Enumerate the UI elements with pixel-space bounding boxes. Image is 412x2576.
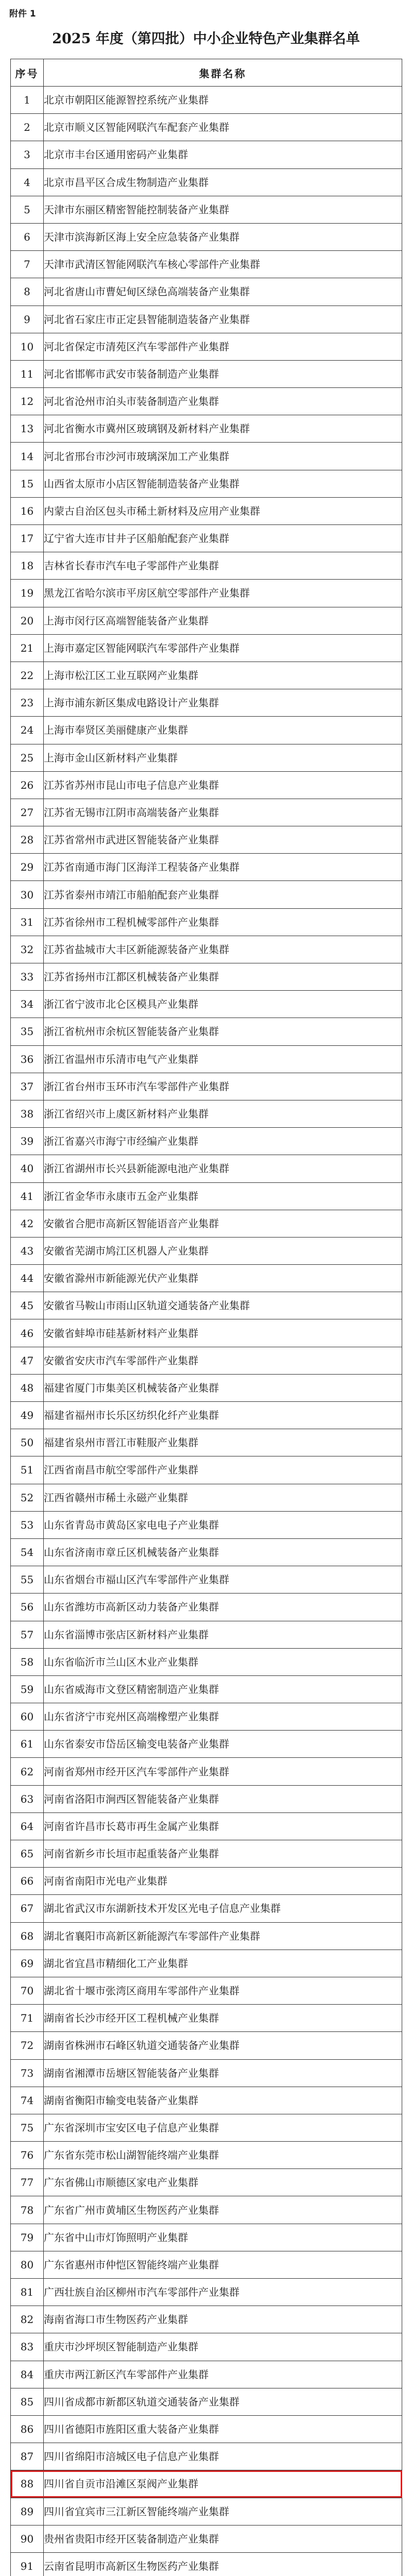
row-number: 18 xyxy=(11,552,44,580)
table-row xyxy=(11,87,402,114)
table-row xyxy=(11,1758,402,1785)
table-row xyxy=(11,1100,402,1127)
cluster-name: 广东省东莞市松山湖智能终端产业集群 xyxy=(44,2142,402,2169)
row-number: 5 xyxy=(11,196,44,223)
cluster-name: 河北省沧州市泊头市装备制造产业集群 xyxy=(44,388,402,415)
cluster-name: 安徽省滁州市新能源光伏产业集群 xyxy=(44,1265,402,1292)
row-number: 7 xyxy=(11,251,44,278)
table-row xyxy=(11,1977,402,2004)
cluster-name: 广东省佛山市顺德区家电产业集群 xyxy=(44,2169,402,2196)
cluster-name: 江苏省泰州市靖江市船舶配套产业集群 xyxy=(44,881,402,908)
table-row xyxy=(11,963,402,991)
row-number: 16 xyxy=(11,497,44,524)
row-number: 55 xyxy=(11,1566,44,1594)
cluster-name: 江西省南昌市航空零部件产业集群 xyxy=(44,1456,402,1484)
cluster-name: 四川省自贡市沿滩区泵阀产业集群 xyxy=(44,2470,402,2498)
row-number: 29 xyxy=(11,854,44,881)
cluster-name: 北京市丰台区通用密码产业集群 xyxy=(44,141,402,168)
cluster-name: 北京市顺义区智能网联汽车配套产业集群 xyxy=(44,114,402,141)
row-number: 66 xyxy=(11,1868,44,1895)
cluster-name: 山东省泰安市岱岳区输变电装备产业集群 xyxy=(44,1731,402,1758)
table-row xyxy=(11,2169,402,2196)
cluster-name: 福建省厦门市集美区机械装备产业集群 xyxy=(44,1374,402,1401)
table-row xyxy=(11,1675,402,1703)
table-row xyxy=(11,1840,402,1868)
table-body xyxy=(11,87,402,2576)
table-row xyxy=(11,1812,402,1840)
row-number: 59 xyxy=(11,1675,44,1703)
cluster-name: 上海市金山区新材料产业集群 xyxy=(44,744,402,771)
row-number: 43 xyxy=(11,1237,44,1264)
table-row xyxy=(11,1950,402,1977)
cluster-name: 四川省绵阳市涪城区电子信息产业集群 xyxy=(44,2443,402,2470)
cluster-name: 海南省海口市生物医药产业集群 xyxy=(44,2306,402,2333)
cluster-name: 河北省唐山市曹妃甸区绿色高端装备产业集群 xyxy=(44,278,402,306)
cluster-name: 湖北省襄阳市高新区新能源汽车零部件产业集群 xyxy=(44,1922,402,1950)
table-row xyxy=(11,2032,402,2059)
cluster-name: 云南省昆明市高新区生物医药产业集群 xyxy=(44,2552,402,2576)
row-number: 32 xyxy=(11,936,44,963)
cluster-name: 上海市嘉定区智能网联汽车零部件产业集群 xyxy=(44,634,402,662)
row-number: 14 xyxy=(11,443,44,470)
cluster-name: 四川省宜宾市三江新区智能终端产业集群 xyxy=(44,2498,402,2525)
row-number: 52 xyxy=(11,1484,44,1511)
cluster-name: 安徽省合肥市高新区智能语音产业集群 xyxy=(44,1210,402,1237)
table-row xyxy=(11,1347,402,1374)
table-row xyxy=(11,991,402,1018)
cluster-name: 湖北省武汉市东湖新技术开发区光电子信息产业集群 xyxy=(44,1895,402,1922)
table-row xyxy=(11,114,402,141)
table-row xyxy=(11,1538,402,1566)
row-number: 3 xyxy=(11,141,44,168)
cluster-name: 黑龙江省哈尔滨市平房区航空零部件产业集群 xyxy=(44,580,402,607)
table-row xyxy=(11,1785,402,1812)
cluster-name: 河北省石家庄市正定县智能制造装备产业集群 xyxy=(44,306,402,333)
row-number: 85 xyxy=(11,2388,44,2415)
row-number: 70 xyxy=(11,1977,44,2004)
table-row xyxy=(11,1210,402,1237)
row-number: 12 xyxy=(11,388,44,415)
cluster-name: 山东省潍坊市高新区动力装备产业集群 xyxy=(44,1594,402,1621)
table-row xyxy=(11,1868,402,1895)
document-title: 2025 年度（第四批）中小企业特色产业集群名单 xyxy=(52,31,360,47)
cluster-name: 湖南省衡阳市输变电装备产业集群 xyxy=(44,2087,402,2114)
column-header-cluster-name: 集群名称 xyxy=(44,59,402,87)
cluster-name: 天津市武清区智能网联汽车核心零部件产业集群 xyxy=(44,251,402,278)
row-number: 91 xyxy=(11,2552,44,2576)
cluster-name: 河南省新乡市长垣市起重装备产业集群 xyxy=(44,1840,402,1868)
row-number: 53 xyxy=(11,1511,44,1538)
cluster-name: 山东省烟台市福山区汽车零部件产业集群 xyxy=(44,1566,402,1594)
row-number: 36 xyxy=(11,1045,44,1073)
cluster-name: 浙江省杭州市余杭区智能装备产业集群 xyxy=(44,1018,402,1045)
table-row xyxy=(11,388,402,415)
row-number: 82 xyxy=(11,2306,44,2333)
row-number: 17 xyxy=(11,525,44,552)
row-number: 84 xyxy=(11,2361,44,2388)
row-number: 25 xyxy=(11,744,44,771)
table-row xyxy=(11,1073,402,1100)
row-number: 10 xyxy=(11,333,44,360)
table-row xyxy=(11,2114,402,2141)
row-number: 27 xyxy=(11,799,44,826)
row-number: 81 xyxy=(11,2279,44,2306)
cluster-name: 江苏省盐城市大丰区新能源装备产业集群 xyxy=(44,936,402,963)
row-number: 75 xyxy=(11,2114,44,2141)
cluster-name: 山东省临沂市兰山区木业产业集群 xyxy=(44,1648,402,1675)
table-row xyxy=(11,1456,402,1484)
table-row xyxy=(11,360,402,387)
cluster-name: 湖南省长沙市经开区工程机械产业集群 xyxy=(44,2005,402,2032)
cluster-list-table xyxy=(10,59,402,2576)
cluster-name: 重庆市两江新区汽车零部件产业集群 xyxy=(44,2361,402,2388)
table-row xyxy=(11,1731,402,1758)
table-row xyxy=(11,881,402,908)
row-number: 64 xyxy=(11,1812,44,1840)
cluster-name: 浙江省温州市乐清市电气产业集群 xyxy=(44,1045,402,1073)
row-number: 23 xyxy=(11,689,44,717)
cluster-name: 四川省德阳市旌阳区重大装备产业集群 xyxy=(44,2415,402,2443)
cluster-name: 江西省赣州市稀土永磁产业集群 xyxy=(44,1484,402,1511)
cluster-name: 浙江省金华市永康市五金产业集群 xyxy=(44,1182,402,1210)
cluster-name: 山东省济南市章丘区机械装备产业集群 xyxy=(44,1538,402,1566)
row-number: 62 xyxy=(11,1758,44,1785)
table-row xyxy=(11,1703,402,1731)
cluster-name: 浙江省嘉兴市海宁市经编产业集群 xyxy=(44,1128,402,1155)
row-number: 47 xyxy=(11,1347,44,1374)
row-number: 1 xyxy=(11,87,44,114)
cluster-name: 河南省郑州市经开区汽车零部件产业集群 xyxy=(44,1758,402,1785)
row-number: 88 xyxy=(11,2470,44,2498)
table-row xyxy=(11,2196,402,2224)
table-row xyxy=(11,580,402,607)
row-number: 80 xyxy=(11,2251,44,2278)
row-number: 37 xyxy=(11,1073,44,1100)
table-row xyxy=(11,1429,402,1456)
table-row xyxy=(11,278,402,306)
row-number: 83 xyxy=(11,2333,44,2361)
cluster-name: 湖南省株洲市石峰区轨道交通装备产业集群 xyxy=(44,2032,402,2059)
cluster-name: 山东省威海市文登区精密制造产业集群 xyxy=(44,1675,402,1703)
cluster-name: 浙江省绍兴市上虞区新材料产业集群 xyxy=(44,1100,402,1127)
table-row xyxy=(11,2525,402,2552)
row-number: 78 xyxy=(11,2196,44,2224)
row-number: 38 xyxy=(11,1100,44,1127)
row-number: 87 xyxy=(11,2443,44,2470)
table-row xyxy=(11,2279,402,2306)
row-number: 40 xyxy=(11,1155,44,1182)
row-number: 60 xyxy=(11,1703,44,1731)
table-row xyxy=(11,771,402,799)
cluster-name: 浙江省宁波市北仑区模具产业集群 xyxy=(44,991,402,1018)
table-row xyxy=(11,333,402,360)
row-number: 65 xyxy=(11,1840,44,1868)
cluster-name: 贵州省贵阳市经开区装备制造产业集群 xyxy=(44,2525,402,2552)
cluster-name: 重庆市沙坪坝区智能制造产业集群 xyxy=(44,2333,402,2361)
cluster-name: 天津市滨海新区海上安全应急装备产业集群 xyxy=(44,223,402,250)
row-number: 26 xyxy=(11,771,44,799)
row-number: 72 xyxy=(11,2032,44,2059)
row-number: 46 xyxy=(11,1319,44,1347)
row-number: 31 xyxy=(11,908,44,936)
cluster-name: 上海市松江区工业互联网产业集群 xyxy=(44,662,402,689)
table-row xyxy=(11,497,402,524)
table-row xyxy=(11,2251,402,2278)
table-row xyxy=(11,2059,402,2087)
table-row xyxy=(11,2224,402,2251)
row-number: 19 xyxy=(11,580,44,607)
table-row xyxy=(11,2142,402,2169)
cluster-name: 安徽省芜湖市鸠江区机器人产业集群 xyxy=(44,1237,402,1264)
cluster-name: 湖南省湘潭市岳塘区智能装备产业集群 xyxy=(44,2059,402,2087)
cluster-name: 上海市闵行区高端智能装备产业集群 xyxy=(44,607,402,634)
cluster-name: 江苏省南通市海门区海洋工程装备产业集群 xyxy=(44,854,402,881)
table-row xyxy=(11,2470,402,2498)
table-row xyxy=(11,1018,402,1045)
table-row xyxy=(11,2415,402,2443)
table-row xyxy=(11,470,402,497)
cluster-name: 广东省广州市黄埔区生物医药产业集群 xyxy=(44,2196,402,2224)
table-row xyxy=(11,415,402,443)
table-row xyxy=(11,936,402,963)
cluster-name: 内蒙古自治区包头市稀土新材料及应用产业集群 xyxy=(44,497,402,524)
row-number: 50 xyxy=(11,1429,44,1456)
cluster-name: 上海市浦东新区集成电路设计产业集群 xyxy=(44,689,402,717)
cluster-name: 北京市昌平区合成生物制造产业集群 xyxy=(44,168,402,196)
cluster-name: 山东省济宁市兖州区高端橡塑产业集群 xyxy=(44,1703,402,1731)
cluster-name: 广西壮族自治区柳州市汽车零部件产业集群 xyxy=(44,2279,402,2306)
column-header-number: 序号 xyxy=(11,59,44,87)
cluster-name: 四川省成都市新都区轨道交通装备产业集群 xyxy=(44,2388,402,2415)
table-row xyxy=(11,2005,402,2032)
table-row xyxy=(11,2361,402,2388)
table-row xyxy=(11,1594,402,1621)
cluster-name: 江苏省无锡市江阴市高端装备产业集群 xyxy=(44,799,402,826)
table-row xyxy=(11,1895,402,1922)
row-number: 33 xyxy=(11,963,44,991)
row-number: 67 xyxy=(11,1895,44,1922)
row-number: 2 xyxy=(11,114,44,141)
table-row xyxy=(11,634,402,662)
row-number: 8 xyxy=(11,278,44,306)
row-number: 39 xyxy=(11,1128,44,1155)
row-number: 9 xyxy=(11,306,44,333)
row-number: 69 xyxy=(11,1950,44,1977)
row-number: 73 xyxy=(11,2059,44,2087)
table-row xyxy=(11,141,402,168)
table-row xyxy=(11,662,402,689)
row-number: 61 xyxy=(11,1731,44,1758)
cluster-name: 浙江省湖州市长兴县新能源电池产业集群 xyxy=(44,1155,402,1182)
row-number: 30 xyxy=(11,881,44,908)
table-row xyxy=(11,223,402,250)
table-row xyxy=(11,1922,402,1950)
cluster-name: 河北省衡水市冀州区玻璃钢及新材料产业集群 xyxy=(44,415,402,443)
table-row xyxy=(11,2552,402,2576)
table-row xyxy=(11,607,402,634)
table-row xyxy=(11,1155,402,1182)
row-number: 44 xyxy=(11,1265,44,1292)
cluster-name: 河北省保定市清苑区汽车零部件产业集群 xyxy=(44,333,402,360)
table-row xyxy=(11,1292,402,1319)
row-number: 77 xyxy=(11,2169,44,2196)
table-row xyxy=(11,1566,402,1594)
row-number: 42 xyxy=(11,1210,44,1237)
cluster-name: 福建省泉州市晋江市鞋服产业集群 xyxy=(44,1429,402,1456)
table-row xyxy=(11,2087,402,2114)
row-number: 24 xyxy=(11,717,44,744)
cluster-name: 辽宁省大连市甘井子区船舶配套产业集群 xyxy=(44,525,402,552)
row-number: 56 xyxy=(11,1594,44,1621)
cluster-name: 山西省太原市小店区智能制造装备产业集群 xyxy=(44,470,402,497)
table-row xyxy=(11,525,402,552)
cluster-name: 北京市朝阳区能源智控系统产业集群 xyxy=(44,87,402,114)
cluster-name: 天津市东丽区精密智能控制装备产业集群 xyxy=(44,196,402,223)
row-number: 51 xyxy=(11,1456,44,1484)
table-header-row xyxy=(11,59,402,87)
cluster-name: 上海市奉贤区美丽健康产业集群 xyxy=(44,717,402,744)
row-number: 76 xyxy=(11,2142,44,2169)
table-row xyxy=(11,1484,402,1511)
cluster-name: 河北省邢台市沙河市玻璃深加工产业集群 xyxy=(44,443,402,470)
table-row xyxy=(11,1374,402,1401)
row-number: 79 xyxy=(11,2224,44,2251)
row-number: 86 xyxy=(11,2415,44,2443)
table-row xyxy=(11,854,402,881)
cluster-name: 广东省惠州市仲恺区智能终端产业集群 xyxy=(44,2251,402,2278)
table-row xyxy=(11,2333,402,2361)
row-number: 28 xyxy=(11,826,44,854)
table-row xyxy=(11,2443,402,2470)
table-row xyxy=(11,2388,402,2415)
table-row xyxy=(11,1511,402,1538)
row-number: 21 xyxy=(11,634,44,662)
table-row xyxy=(11,1319,402,1347)
table-row xyxy=(11,1128,402,1155)
row-number: 54 xyxy=(11,1538,44,1566)
cluster-name: 浙江省台州市玉环市汽车零部件产业集群 xyxy=(44,1073,402,1100)
row-number: 34 xyxy=(11,991,44,1018)
row-number: 4 xyxy=(11,168,44,196)
cluster-name: 吉林省长春市汽车电子零部件产业集群 xyxy=(44,552,402,580)
table-row xyxy=(11,1045,402,1073)
table-row xyxy=(11,306,402,333)
row-number: 22 xyxy=(11,662,44,689)
row-number: 13 xyxy=(11,415,44,443)
cluster-name: 福建省福州市长乐区纺织化纤产业集群 xyxy=(44,1402,402,1429)
cluster-name: 河南省洛阳市涧西区智能装备产业集群 xyxy=(44,1785,402,1812)
row-number: 41 xyxy=(11,1182,44,1210)
attachment-label: 附件 1 xyxy=(9,9,36,19)
cluster-name: 安徽省安庆市汽车零部件产业集群 xyxy=(44,1347,402,1374)
row-number: 48 xyxy=(11,1374,44,1401)
table-row xyxy=(11,1648,402,1675)
row-number: 20 xyxy=(11,607,44,634)
cluster-name: 河南省许昌市长葛市再生金属产业集群 xyxy=(44,1812,402,1840)
cluster-name: 安徽省蚌埠市硅基新材料产业集群 xyxy=(44,1319,402,1347)
table-row xyxy=(11,443,402,470)
table-row xyxy=(11,196,402,223)
table-row xyxy=(11,1237,402,1264)
row-number: 57 xyxy=(11,1621,44,1648)
table-row xyxy=(11,717,402,744)
row-number: 90 xyxy=(11,2525,44,2552)
table-row xyxy=(11,1265,402,1292)
cluster-name: 河北省邯郸市武安市装备制造产业集群 xyxy=(44,360,402,387)
table-row xyxy=(11,799,402,826)
cluster-name: 河南省南阳市光电产业集群 xyxy=(44,1868,402,1895)
table-row xyxy=(11,2498,402,2525)
cluster-name: 山东省淄博市张店区新材料产业集群 xyxy=(44,1621,402,1648)
row-number: 15 xyxy=(11,470,44,497)
row-number: 71 xyxy=(11,2005,44,2032)
table-row xyxy=(11,1621,402,1648)
cluster-name: 江苏省常州市武进区智能装备产业集群 xyxy=(44,826,402,854)
cluster-name: 江苏省徐州市工程机械零部件产业集群 xyxy=(44,908,402,936)
row-number: 74 xyxy=(11,2087,44,2114)
row-number: 89 xyxy=(11,2498,44,2525)
row-number: 11 xyxy=(11,360,44,387)
table-row xyxy=(11,744,402,771)
row-number: 68 xyxy=(11,1922,44,1950)
table-row xyxy=(11,908,402,936)
cluster-name: 广东省深圳市宝安区电子信息产业集群 xyxy=(44,2114,402,2141)
table-row xyxy=(11,552,402,580)
cluster-name: 山东省青岛市黄岛区家电电子产业集群 xyxy=(44,1511,402,1538)
cluster-name: 江苏省扬州市江都区机械装备产业集群 xyxy=(44,963,402,991)
cluster-name: 江苏省苏州市昆山市电子信息产业集群 xyxy=(44,771,402,799)
row-number: 49 xyxy=(11,1402,44,1429)
table-row xyxy=(11,689,402,717)
row-number: 35 xyxy=(11,1018,44,1045)
cluster-name: 湖北省十堰市张湾区商用车零部件产业集群 xyxy=(44,1977,402,2004)
row-number: 63 xyxy=(11,1785,44,1812)
table-row xyxy=(11,2306,402,2333)
row-number: 58 xyxy=(11,1648,44,1675)
cluster-name: 安徽省马鞍山市雨山区轨道交通装备产业集群 xyxy=(44,1292,402,1319)
table-row xyxy=(11,168,402,196)
row-number: 6 xyxy=(11,223,44,250)
cluster-name: 湖北省宜昌市精细化工产业集群 xyxy=(44,1950,402,1977)
cluster-name: 广东省中山市灯饰照明产业集群 xyxy=(44,2224,402,2251)
row-number: 45 xyxy=(11,1292,44,1319)
table-row xyxy=(11,826,402,854)
table-row xyxy=(11,1182,402,1210)
table-row xyxy=(11,1402,402,1429)
table-row xyxy=(11,251,402,278)
